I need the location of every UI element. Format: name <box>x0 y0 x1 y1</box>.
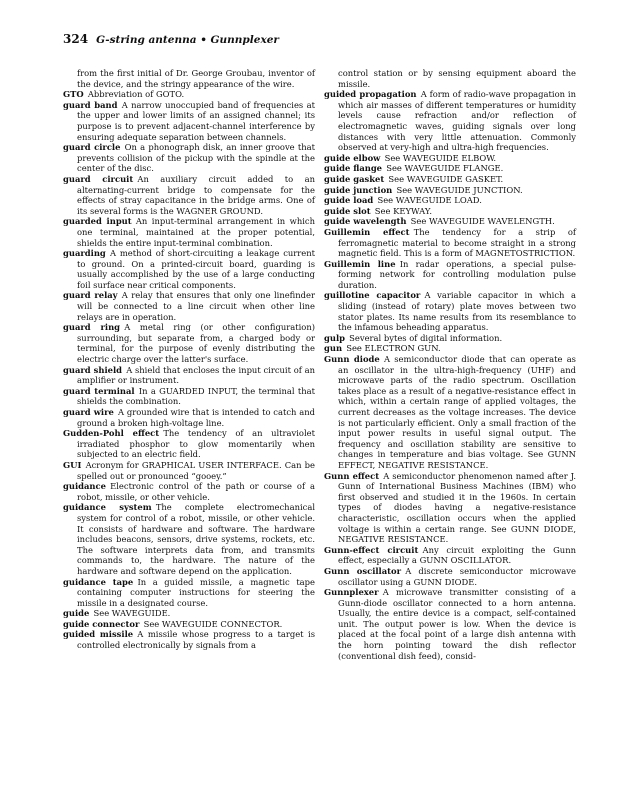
entry-term: guide junction <box>324 184 393 195</box>
entry-guard-relay <box>63 290 315 322</box>
entry-term: guard relay <box>63 290 118 301</box>
entry-definition: See WAVEGUIDE FLANGE. <box>386 163 504 174</box>
page-header <box>63 32 279 46</box>
entry-guided-propagation <box>324 89 576 153</box>
entry-guide-elbow <box>324 153 576 164</box>
entry-term: guide elbow <box>324 152 381 163</box>
entry-term: Gunn diode <box>324 354 380 365</box>
entry-gto <box>63 89 315 100</box>
entry-term: guard band <box>63 99 118 110</box>
entry-guard-circle <box>63 142 315 174</box>
entry-definition: The tendency of an ultraviolet irradiated phosphor to glow momentarily when subjected to an electric field. <box>77 428 315 460</box>
entry-term: gun <box>324 343 343 354</box>
entry-definition: The tendency for a strip of ferromagnetic material to become straight in a strong magnetic field. This is a form of MAGNETOSTRICTION. <box>338 226 576 259</box>
entry-gunn-diode <box>324 354 576 471</box>
entry-term: guide gasket <box>324 173 385 184</box>
entry-term: guidance tape <box>63 576 134 587</box>
entry-guidance <box>63 481 315 502</box>
entry-term: guide load <box>324 195 374 206</box>
entry-definition: See KEYWAY. <box>374 205 432 216</box>
entry-term: guard circle <box>63 142 121 153</box>
entry-gunn-oscillator <box>324 566 576 587</box>
entry-guard-shield <box>63 365 315 386</box>
left-column <box>63 68 315 651</box>
entry-guard-terminal <box>63 386 315 407</box>
entry-definition: A microwave transmitter consisting of a Gunn-diode oscillator connected to a horn antenna. Usually, the entire device is a compact, self-contained unit. The output power is low. When the device is placed at the focal point of a large dish antenna with the horn pointing toward the dish reflector (conventional dish feed), consid- <box>338 587 576 661</box>
entry-guided-missile <box>63 629 315 650</box>
entry-definition: See WAVEGUIDE LOAD. <box>377 195 482 206</box>
entry-term: guided propagation <box>324 89 417 100</box>
entry-guide-junction <box>324 185 576 196</box>
entry-guide-flange <box>324 163 576 174</box>
entry-guide-gasket <box>324 174 576 185</box>
entry-definition: In radar operations, a special pulse-forming network for controlling modulation pulse duration. <box>338 258 576 290</box>
entry-guillotine-capacitor <box>324 290 576 332</box>
entry-definition: An input-terminal arrangement in which one terminal, maintained at the proper potential, shields the entire input-terminal combination. <box>77 216 316 248</box>
entry-continuation <box>324 68 576 89</box>
entry-term: guard ring <box>63 322 121 333</box>
entry-definition: A form of radio-wave propagation in which air masses of different temperatures or humidity levels cause refraction and/or reflection of electromagnetic waves, guiding signals over long distances with very little attenuation. Commonly observed at very-high and ultra-high frequencies. <box>338 89 577 153</box>
entry-term: Gunn-effect circuit <box>324 544 419 555</box>
entry-definition: Several bytes of digital information. <box>349 332 503 343</box>
entry-guide-connector <box>63 619 315 630</box>
entry-guarded-input <box>63 216 315 248</box>
entry-guide-wavelength <box>324 216 576 227</box>
entry-definition: Acronym for GRAPHICAL USER INTERFACE. Can be spelled out or pronounced “gooey.” <box>77 459 315 481</box>
entry-term: guard terminal <box>63 385 135 396</box>
entry-definition: A variable capacitor in which a sliding (instead of rotary) plate moves between two stator plates. Its name results from its resemblance to the infamous beheading apparatus. <box>338 290 576 333</box>
entry-gunn-effect-circuit <box>324 545 576 566</box>
page-number: 324 <box>63 32 89 46</box>
entry-definition: from the first initial of Dr. George Groubau, inventor of the device, and the stringy appearance of the wire. <box>77 68 315 89</box>
entry-term: guide <box>63 608 90 619</box>
entry-gun <box>324 343 576 354</box>
entry-term: guide wavelength <box>324 216 407 227</box>
entry-definition: A metal ring (or other configuration) surrounding, but separate from, a charged body or terminal, for the purpose of evenly distributing the electric charge over the latter's surface. <box>77 322 315 365</box>
entry-guard-band <box>63 100 315 142</box>
entry-guidance-system <box>63 502 315 576</box>
entry-definition: A semiconductor phenomenon named after J. Gunn of International Business Machines (IBM) who first observed and studied it in the 1960s. In certain types of diodes having a negative-resistance characteristic, oscillation occurs when the applied voltage is within a certain range. See GUNN DIODE, NEGATIVE RESISTANCE. <box>338 470 576 545</box>
entry-definition: See WAVEGUIDE GASKET. <box>388 173 504 184</box>
entry-definition: Electronic control of the path or course of a robot, missile, or other vehicle. <box>77 481 315 502</box>
entry-term: guard circuit <box>63 173 134 184</box>
entry-guard-circuit <box>63 174 315 216</box>
entry-definition: The complete electromechanical system for control of a robot, missile, or other vehicle. It consists of hardware and software. The hardware includes beacons, sensors, drive systems, rockets, etc. The software interprets data from, and transmits commands to, the hardware. The nature of the hardware and software depend on the application. <box>77 502 316 576</box>
entry-term: guarded input <box>63 216 132 227</box>
entry-term: guidance system <box>63 502 152 513</box>
entry-definition: See WAVEGUIDE ELBOW. <box>384 152 497 163</box>
entry-definition: In a GUARDED INPUT, the terminal that shields the combination. <box>77 385 315 407</box>
entry-definition: control station or by sensing equipment aboard the missile. <box>338 68 576 89</box>
entry-term: guide connector <box>63 618 140 629</box>
entry-guarding <box>63 248 315 290</box>
entry-definition: Any circuit exploiting the Gunn effect, especially a GUNN OSCILLATOR. <box>338 544 576 566</box>
entry-term: gulp <box>324 332 345 343</box>
entry-definition: See WAVEGUIDE. <box>93 608 171 619</box>
entry-term: guard shield <box>63 364 122 375</box>
entry-gunnplexer <box>324 587 576 661</box>
entry-definition: Abbreviation of GOTO. <box>87 89 185 100</box>
right-column <box>324 68 576 661</box>
entry-guidance-tape <box>63 577 315 609</box>
entry-guillemin-line <box>324 259 576 291</box>
entry-definition: On a phonograph disk, an inner groove that prevents collision of the pickup with the spindle at the center of the disc. <box>77 142 315 174</box>
entry-guide-slot <box>324 206 576 217</box>
entry-guard-ring <box>63 322 315 364</box>
entry-definition: A narrow unoccupied band of frequencies at the upper and lower limits of an assigned channel; its purpose is to prevent adjacent-channel interference by ensuring adequate separation between channels. <box>77 99 315 142</box>
entry-term: guided missile <box>63 629 134 640</box>
entry-term: guidance <box>63 481 106 492</box>
entry-definition: An auxiliary circuit added to an alternating-current bridge to compensate for the effects of stray capacitance in the bridge arms. One of its several forms is the WAGNER GROUND. <box>77 173 315 216</box>
entry-term: Guillemin line <box>324 258 396 269</box>
entry-term: GUI <box>63 459 82 470</box>
entry-definition: A shield that encloses the input circuit of an amplifier or instrument. <box>77 364 315 386</box>
entry-definition: See ELECTRON GUN. <box>346 343 441 354</box>
entry-term: GTO <box>63 89 84 100</box>
entry-term: guide flange <box>324 163 383 174</box>
entry-gudden-pohl-effect <box>63 428 315 460</box>
entry-definition: A discrete semiconductor microwave oscillator using a GUNN DIODE. <box>338 565 576 587</box>
entry-guillemin-effect <box>324 227 576 259</box>
entry-definition: A relay that ensures that only one linefinder will be connected to a line circuit when other line relays are in operation. <box>77 290 315 322</box>
entry-gulp <box>324 333 576 344</box>
entry-definition: See WAVEGUIDE CONNECTOR. <box>143 618 283 629</box>
entry-term: guard wire <box>63 407 114 417</box>
entry-definition: See WAVEGUIDE JUNCTION. <box>396 184 523 195</box>
entry-gunn-effect <box>324 471 576 545</box>
entry-definition: A semiconductor diode that can operate as an oscillator in the ultra-high-frequency (UHF) and microwave parts of the radio spectrum. Oscillation takes place as a result of a negative-resistance effect in which, within a certain range of applied voltages, the current decreases as the voltage increases. The device is not particularly efficient. Only a small fraction of the input power results in useful signal output. The frequency and oscillation stability are sensitive to changes in temperature and bias voltage. See GUNN EFFECT, NEGATIVE RESISTANCE. <box>338 354 576 470</box>
entry-definition: In a guided missile, a magnetic tape containing computer instructions for steering the missile in a designated course. <box>77 576 315 608</box>
entry-term: Guillemin effect <box>324 226 410 237</box>
entry-term: Gunn oscillator <box>324 565 402 576</box>
entry-term: guarding <box>63 248 106 259</box>
entry-definition: See WAVEGUIDE WAVELENGTH. <box>410 216 555 227</box>
running-title: G-string antenna • Gunnplexer <box>96 34 279 46</box>
entry-guide <box>63 608 315 619</box>
entry-gui <box>63 460 315 481</box>
entry-definition: A missile whose progress to a target is controlled electronically by signals from a <box>77 629 315 651</box>
entry-continuation <box>63 68 315 89</box>
entry-definition: A grounded wire that is intended to catch and ground a broken high-voltage line. <box>77 407 315 428</box>
entry-term: guide slot <box>324 205 371 216</box>
entry-guide-load <box>324 195 576 206</box>
entry-term: Gunnplexer <box>324 587 379 598</box>
entry-definition: A method of short-circuiting a leakage current to ground. On a printed-circuit board, guarding is usually accomplished by the use of a large conducting foil surface near critical components. <box>77 248 315 290</box>
entry-term: guillotine capacitor <box>324 290 421 301</box>
entry-term: Gudden-Pohl effect <box>63 428 160 439</box>
entry-guard-wire <box>63 407 315 428</box>
entry-term: Gunn effect <box>324 470 380 481</box>
